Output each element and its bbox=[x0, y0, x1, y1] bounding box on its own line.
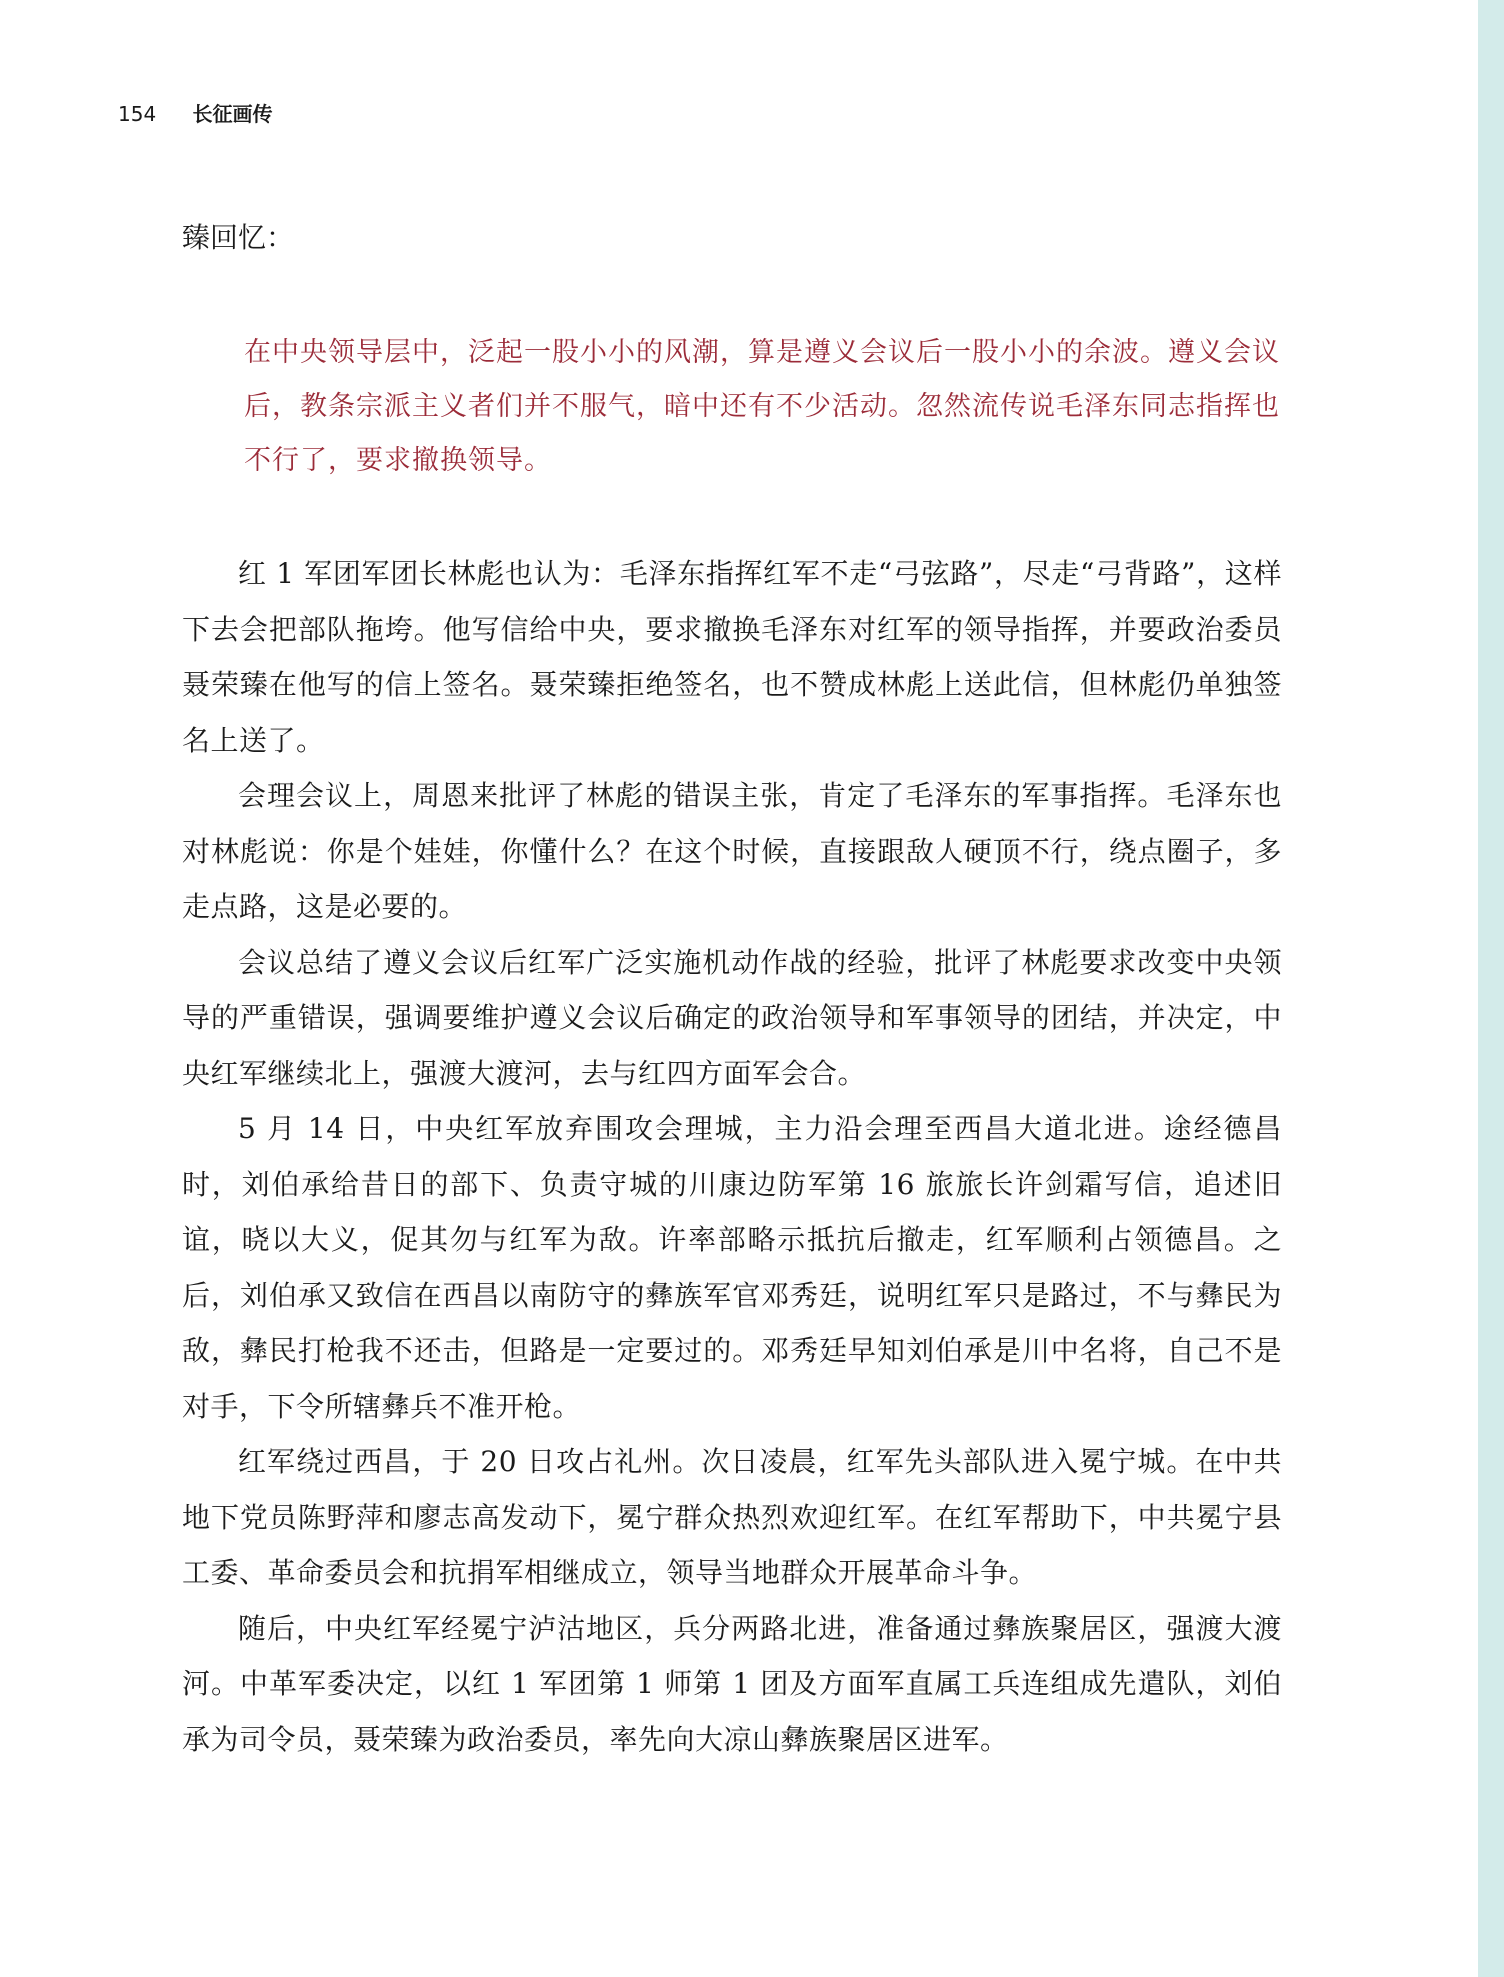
paragraph-4: 5 月 14 日，中央红军放弃围攻会理城，主力沿会理至西昌大道北进。途经德昌时，刘伯承给昔日的部下、负责守城的川康边防军第 16 旅旅长许剑霜写信，追述旧谊，晓以大义，促其勿与红军为敌。许率部略示抵抗后撤走，红军顺利占领德昌。之后，刘伯承又致信在西昌以南防守的彝族军官邓秀廷，说明红军只是路过，不与彝民为敌，彝民打枪我不还击，但路是一定要过的。邓秀廷早知刘伯承是川中名将，自己不是对手，下令所辖彝兵不准开枪。 bbox=[182, 1112, 1282, 1423]
intro-line: 臻回忆： bbox=[182, 221, 295, 254]
paragraph-2: 会理会议上，周恩来批评了林彪的错误主张，肯定了毛泽东的军事指挥。毛泽东也对林彪说：你是个娃娃，你懂什么？在这个时候，直接跟敌人硬顶不行，绕点圈子，多走点路，这是必要的。 bbox=[182, 779, 1282, 923]
paragraph-5: 红军绕过西昌，于 20 日攻占礼州。次日凌晨，红军先头部队进入冕宁城。在中共地下党员陈野萍和廖志高发动下，冕宁群众热烈欢迎红军。在红军帮助下，中共冕宁县工委、革命委员会和抗捐军相继成立，领导当地群众开展革命斗争。 bbox=[182, 1445, 1282, 1589]
paragraph-1: 红 1 军团军团长林彪也认为：毛泽东指挥红军不走“弓弦路”，尽走“弓背路”，这样下去会把部队拖垮。他写信给中央，要求撤换毛泽东对红军的领导指挥，并要政治委员聂荣臻在他写的信上签名。聂荣臻拒绝签名，也不赞成林彪上送此信，但林彪仍单独签名上送了。 bbox=[182, 557, 1282, 757]
page-number: 154 bbox=[118, 102, 157, 126]
page-header bbox=[118, 98, 273, 127]
body-text bbox=[182, 546, 1282, 1767]
quote-block bbox=[182, 326, 1282, 488]
quote-text: 在中央领导层中，泛起一股小小的风潮，算是遵义会议后一股小小的余波。遵义会议后，教条宗派主义者们并不服气，暗中还有不少活动。忽然流传说毛泽东同志指挥也不行了，要求撤换领导。 bbox=[244, 337, 1280, 476]
paragraph-3: 会议总结了遵义会议后红军广泛实施机动作战的经验，批评了林彪要求改变中央领导的严重错误，强调要维护遵义会议后确定的政治领导和军事领导的团结，并决定，中央红军继续北上，强渡大渡河，去与红四方面军会合。 bbox=[182, 945, 1282, 1090]
book-title: 长征画传 bbox=[192, 102, 273, 126]
paragraph-6: 随后，中央红军经冕宁泸沽地区，兵分两路北进，准备通过彝族聚居区，强渡大渡河。中革军委决定，以红 1 军团第 1 师第 1 团及方面军直属工兵连组成先遣队，刘伯承为司令员，聂荣臻为政治委员，率先向大凉山彝族聚居区进军。 bbox=[182, 1611, 1282, 1756]
page-content bbox=[182, 210, 1282, 1767]
side-color-band bbox=[1478, 0, 1504, 1977]
